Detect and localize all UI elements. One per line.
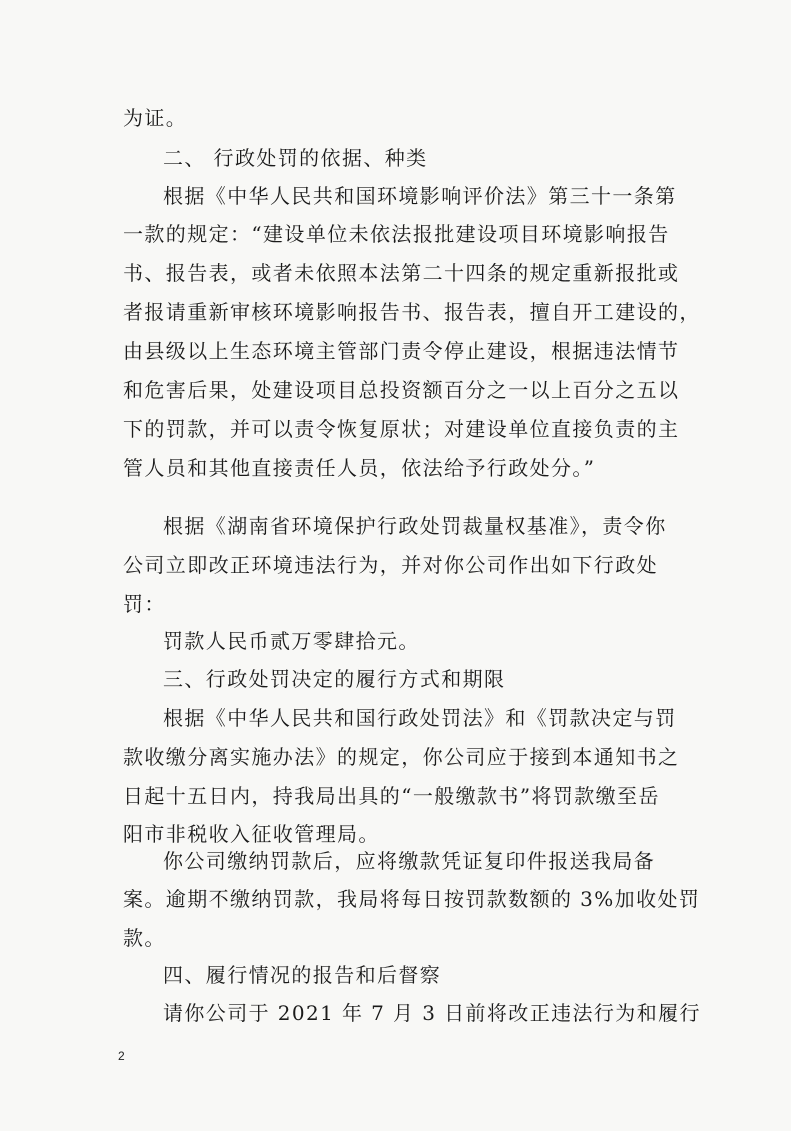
section-heading-2: 二、 行政处罚的依据、种类 [163, 146, 428, 170]
text-line: 请你公司于 2021 年 7 月 3 日前将改正违法行为和履行 [163, 1001, 701, 1025]
text-line: 管人员和其他直接责任人员，依法给予行政处分。” [123, 456, 596, 480]
text-line: 根据《中华人民共和国环境影响评价法》第三十一条第 [163, 184, 677, 208]
text-line: 一款的规定：“建设单位未依法报批建设项目环境影响报告 [123, 222, 670, 246]
text-line: 为证。 [123, 106, 188, 130]
text-line: 和危害后果，处建设项目总投资额百分之一以上百分之五以 [123, 378, 680, 402]
text-line: 公司立即改正环境违法行为，并对你公司作出如下行政处 [123, 553, 658, 577]
text-line: 阳市非税收入征收管理局。 [123, 822, 380, 846]
text-line: 者报请重新审核环境影响报告书、报告表，擅自开工建设的， [123, 300, 701, 324]
text-line: 罚： [123, 592, 166, 616]
text-line: 由县级以上生态环境主管部门责令停止建设，根据违法情节 [123, 339, 680, 363]
penalty-amount: 罚款人民币贰万零肆拾元。 [163, 629, 420, 653]
text-line: 下的罚款，并可以责令恢复原状；对建设单位直接负责的主 [123, 417, 680, 441]
text-line: 案。逾期不缴纳罚款，我局将每日按罚款数额的 3%加收处罚 [123, 887, 701, 911]
section-heading-4: 四、履行情况的报告和后督察 [163, 963, 442, 987]
page-number: 2 [118, 1049, 125, 1063]
text-line: 日起十五日内，持我局出具的“一般缴款书”将罚款缴至岳 [123, 784, 660, 808]
text-line: 书、报告表，或者未依照本法第二十四条的规定重新报批或 [123, 261, 680, 285]
section-heading-3: 三、行政处罚决定的履行方式和期限 [163, 667, 506, 691]
text-line: 款。 [123, 926, 166, 950]
text-line: 根据《湖南省环境保护行政处罚裁量权基准》，责令你 [163, 514, 667, 538]
text-line: 根据《中华人民共和国行政处罚法》和《罚款决定与罚 [163, 706, 677, 730]
text-line: 你公司缴纳罚款后，应将缴款凭证复印件报送我局备 [163, 849, 656, 873]
text-line: 款收缴分离实施办法》的规定，你公司应于接到本通知书之 [123, 745, 680, 769]
